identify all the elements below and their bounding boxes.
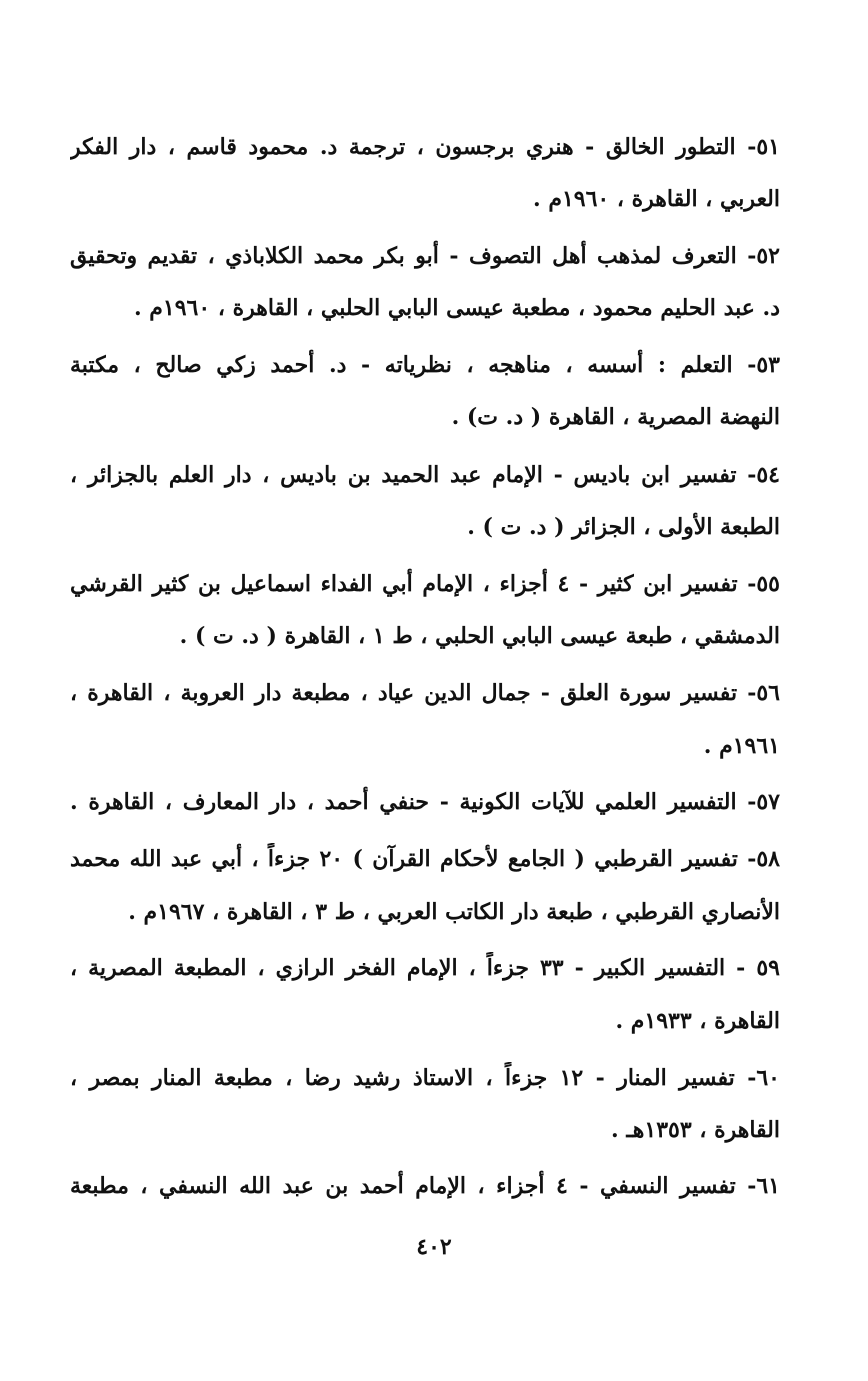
reference-entry-54-line-1: ٥٤- تفسير ابن باديس - الإمام عبد الحميد بن باديس ، دار العلم بالجزائر ،	[70, 462, 780, 488]
reference-entry-52-line-1: ٥٢- التعرف لمذهب أهل التصوف - أبو بكر محمد الكلاباذي ، تقديم وتحقيق	[70, 243, 780, 269]
reference-entry-57-line-1: ٥٧- التفسير العلمي للآيات الكونية - حنفي أحمد ، دار المعارف ، القاهرة .	[70, 789, 780, 815]
reference-entry-53-line-1: ٥٣- التعلم : أسسه ، مناهجه ، نظرياته - د. أحمد زكي صالح ، مكتبة	[70, 352, 780, 378]
page-number: ٤٠٢	[416, 1234, 452, 1260]
reference-entry-61-line-1: ٦١- تفسير النسفي - ٤ أجزاء ، الإمام أحمد بن عبد الله النسفي ، مطبعة	[70, 1173, 780, 1199]
reference-entry-58-line-1: ٥٨- تفسير القرطبي ( الجامع لأحكام القرآن ) ٢٠ جزءاً ، أبي عبد الله محمد	[70, 846, 780, 872]
reference-entry-60-line-2: القاهرة ، ١٣٥٣هـ .	[611, 1117, 780, 1143]
reference-entry-59-line-2: القاهرة ، ١٩٣٣م .	[615, 1008, 780, 1034]
reference-entry-51-line-2: العربي ، القاهرة ، ١٩٦٠م .	[533, 186, 780, 212]
reference-entry-60-line-1: ٦٠- تفسير المنار - ١٢ جزءاً ، الاستاذ رشيد رضا ، مطبعة المنار بمصر ،	[70, 1065, 780, 1091]
reference-entry-52-line-2: د. عبد الحليم محمود ، مطعبة عيسى البابي الحلبي ، القاهرة ، ١٩٦٠م .	[133, 295, 780, 321]
reference-entry-56-line-1: ٥٦- تفسير سورة العلق - جمال الدين عياد ، مطبعة دار العروبة ، القاهرة ،	[70, 680, 780, 706]
reference-entry-58-line-2: الأنصاري القرطبي ، طبعة دار الكاتب العربي ، ط ٣ ، القاهرة ، ١٩٦٧م .	[128, 899, 780, 925]
reference-entry-56-line-2: ١٩٦١م .	[703, 733, 780, 759]
reference-entry-55-line-1: ٥٥- تفسير ابن كثير - ٤ أجزاء ، الإمام أبي الفداء اسماعيل بن كثير القرشي	[70, 571, 780, 597]
reference-entry-59-line-1: ٥٩ - التفسير الكبير - ٣٣ جزءاً ، الإمام الفخر الرازي ، المطبعة المصرية ،	[70, 955, 780, 981]
reference-entry-51-line-1: ٥١- التطور الخالق - هنري برجسون ، ترجمة د. محمود قاسم ، دار الفكر	[70, 134, 780, 160]
reference-entry-53-line-2: النهضة المصرية ، القاهرة ( د. ت) .	[451, 404, 780, 430]
reference-entry-54-line-2: الطبعة الأولى ، الجزائر ( د. ت ) .	[467, 514, 780, 540]
reference-entry-55-line-2: الدمشقي ، طبعة عيسى البابي الحلبي ، ط ١ ، القاهرة ( د. ت ) .	[179, 623, 780, 649]
